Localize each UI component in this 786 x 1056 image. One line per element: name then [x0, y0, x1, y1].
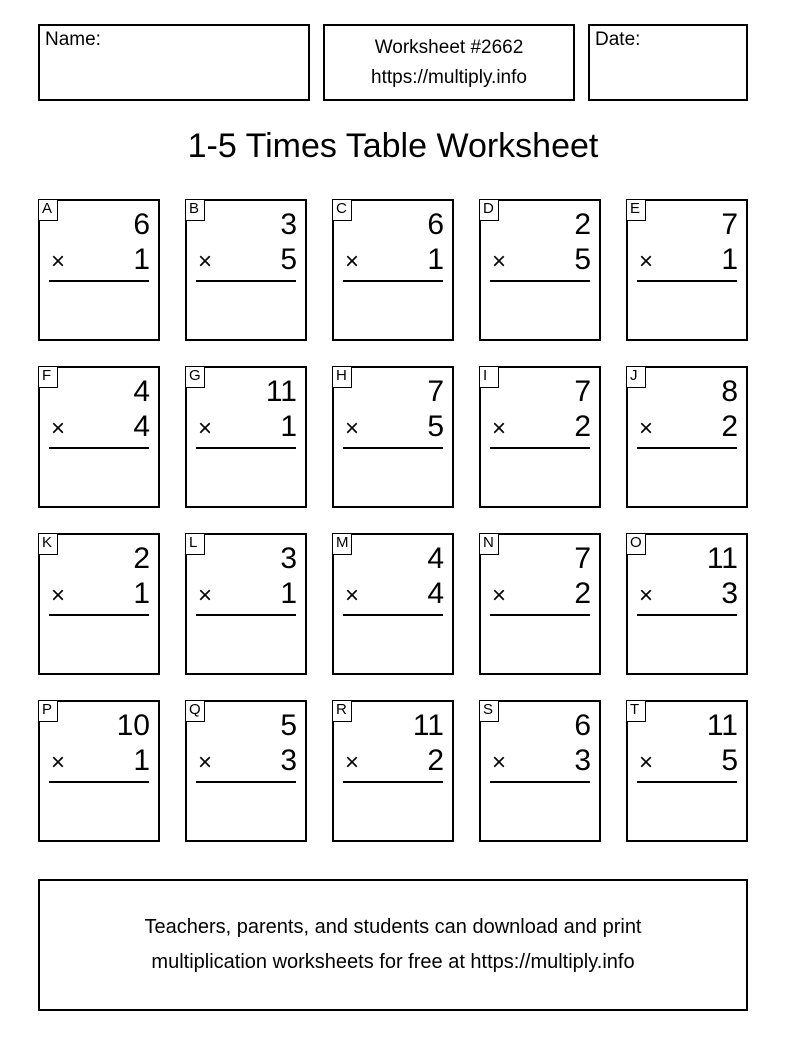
date-label: Date: — [595, 29, 641, 50]
multiplicand: 2 — [574, 208, 591, 241]
multiplicand: 10 — [116, 709, 150, 742]
problem-card-q[interactable] — [185, 700, 307, 842]
problem-card-f[interactable] — [38, 366, 160, 508]
multiplier: 1 — [133, 744, 150, 777]
answer-line — [343, 781, 443, 783]
answer-line — [490, 614, 590, 616]
multiplier: 4 — [427, 577, 444, 610]
problem-card-j[interactable] — [626, 366, 748, 508]
problem-card-r[interactable] — [332, 700, 454, 842]
answer-line — [49, 614, 149, 616]
answer-line — [343, 614, 443, 616]
multiplicand: 6 — [574, 709, 591, 742]
multiplier: 3 — [721, 577, 738, 610]
worksheet-number: Worksheet #2662 — [374, 37, 524, 58]
multiplicand: 7 — [721, 208, 738, 241]
multiply-sign: × — [198, 749, 213, 776]
answer-line — [196, 280, 296, 282]
answer-line — [196, 781, 296, 783]
problem-letter: B — [185, 199, 205, 221]
problem-card-p[interactable] — [38, 700, 160, 842]
multiply-sign: × — [345, 582, 360, 609]
problem-letter: A — [38, 199, 58, 221]
problem-letter: M — [332, 533, 352, 555]
multiplicand: 7 — [427, 375, 444, 408]
multiplier: 1 — [280, 410, 297, 443]
footer-line-1: Teachers, parents, and students can download and print — [144, 916, 642, 938]
problem-letter: H — [332, 366, 352, 388]
answer-line — [49, 280, 149, 282]
multiply-sign: × — [639, 582, 654, 609]
multiplier: 5 — [574, 243, 591, 276]
multiplier: 4 — [133, 410, 150, 443]
multiplier: 1 — [133, 577, 150, 610]
multiplicand: 11 — [706, 542, 738, 575]
multiply-sign: × — [639, 415, 654, 442]
problem-card-s[interactable] — [479, 700, 601, 842]
problem-letter: T — [626, 700, 646, 722]
page-title: 1-5 Times Table Worksheet — [187, 127, 599, 165]
problem-card-d[interactable] — [479, 199, 601, 341]
problem-card-n[interactable] — [479, 533, 601, 675]
multiply-sign: × — [198, 582, 213, 609]
answer-line — [637, 781, 737, 783]
problem-card-m[interactable] — [332, 533, 454, 675]
multiplier: 3 — [280, 744, 297, 777]
multiplicand: 8 — [721, 375, 738, 408]
multiplier: 1 — [280, 577, 297, 610]
answer-line — [637, 447, 737, 449]
multiply-sign: × — [492, 749, 507, 776]
problem-card-o[interactable] — [626, 533, 748, 675]
multiply-sign: × — [345, 248, 360, 275]
worksheet-url[interactable]: https://multiply.info — [371, 67, 527, 88]
answer-line — [490, 447, 590, 449]
multiplier: 2 — [427, 744, 444, 777]
problem-letter: N — [479, 533, 499, 555]
problem-letter: F — [38, 366, 58, 388]
problem-letter: P — [38, 700, 58, 722]
multiply-sign: × — [345, 749, 360, 776]
footer-line-2: multiplication worksheets for free at https://multiply.info — [151, 951, 635, 973]
problem-letter: D — [479, 199, 499, 221]
problem-letter: K — [38, 533, 58, 555]
problem-card-e[interactable] — [626, 199, 748, 341]
multiplicand: 3 — [280, 542, 297, 575]
problem-letter: I — [479, 366, 499, 388]
problem-card-t[interactable] — [626, 700, 748, 842]
problem-letter: O — [626, 533, 646, 555]
multiplicand: 6 — [427, 208, 444, 241]
multiplicand: 7 — [574, 542, 591, 575]
problem-letter: R — [332, 700, 352, 722]
multiplier: 5 — [280, 243, 297, 276]
problem-card-k[interactable] — [38, 533, 160, 675]
answer-line — [196, 614, 296, 616]
problem-card-a[interactable] — [38, 199, 160, 341]
answer-line — [637, 280, 737, 282]
multiplicand: 6 — [133, 208, 150, 241]
multiplicand: 3 — [280, 208, 297, 241]
multiply-sign: × — [198, 248, 213, 275]
multiplicand: 5 — [280, 709, 297, 742]
answer-line — [490, 781, 590, 783]
problem-letter: C — [332, 199, 352, 221]
multiplicand: 4 — [427, 542, 444, 575]
multiplier: 3 — [574, 744, 591, 777]
problem-letter: E — [626, 199, 646, 221]
multiplier: 2 — [721, 410, 738, 443]
multiply-sign: × — [51, 415, 66, 442]
problem-letter: L — [185, 533, 205, 555]
answer-line — [637, 614, 737, 616]
multiplier: 5 — [427, 410, 444, 443]
problem-letter: G — [185, 366, 205, 388]
multiply-sign: × — [51, 749, 66, 776]
problem-letter: Q — [185, 700, 205, 722]
answer-line — [343, 280, 443, 282]
multiplicand: 4 — [133, 375, 150, 408]
multiplier: 1 — [721, 243, 738, 276]
multiplier: 1 — [427, 243, 444, 276]
multiply-sign: × — [492, 248, 507, 275]
multiplier: 5 — [721, 744, 738, 777]
multiply-sign: × — [492, 582, 507, 609]
answer-line — [490, 280, 590, 282]
multiplicand: 7 — [574, 375, 591, 408]
answer-line — [343, 447, 443, 449]
answer-line — [196, 447, 296, 449]
multiplicand: 11 — [412, 709, 444, 742]
problem-card-h[interactable] — [332, 366, 454, 508]
multiplicand: 11 — [265, 375, 297, 408]
multiply-sign: × — [492, 415, 507, 442]
problem-card-g[interactable] — [185, 366, 307, 508]
problem-card-b[interactable] — [185, 199, 307, 341]
multiply-sign: × — [198, 415, 213, 442]
multiplicand: 2 — [133, 542, 150, 575]
multiply-sign: × — [51, 582, 66, 609]
multiply-sign: × — [51, 248, 66, 275]
multiplier: 2 — [574, 577, 591, 610]
multiplier: 1 — [133, 243, 150, 276]
multiplier: 2 — [574, 410, 591, 443]
multiply-sign: × — [639, 248, 654, 275]
multiply-sign: × — [345, 415, 360, 442]
problem-card-c[interactable] — [332, 199, 454, 341]
problem-letter: J — [626, 366, 646, 388]
name-label: Name: — [45, 29, 101, 50]
problem-letter: S — [479, 700, 499, 722]
answer-line — [49, 447, 149, 449]
multiply-sign: × — [639, 749, 654, 776]
footer-box — [38, 879, 748, 1011]
problem-card-i[interactable] — [479, 366, 601, 508]
answer-line — [49, 781, 149, 783]
multiplicand: 11 — [706, 709, 738, 742]
problem-card-l[interactable] — [185, 533, 307, 675]
